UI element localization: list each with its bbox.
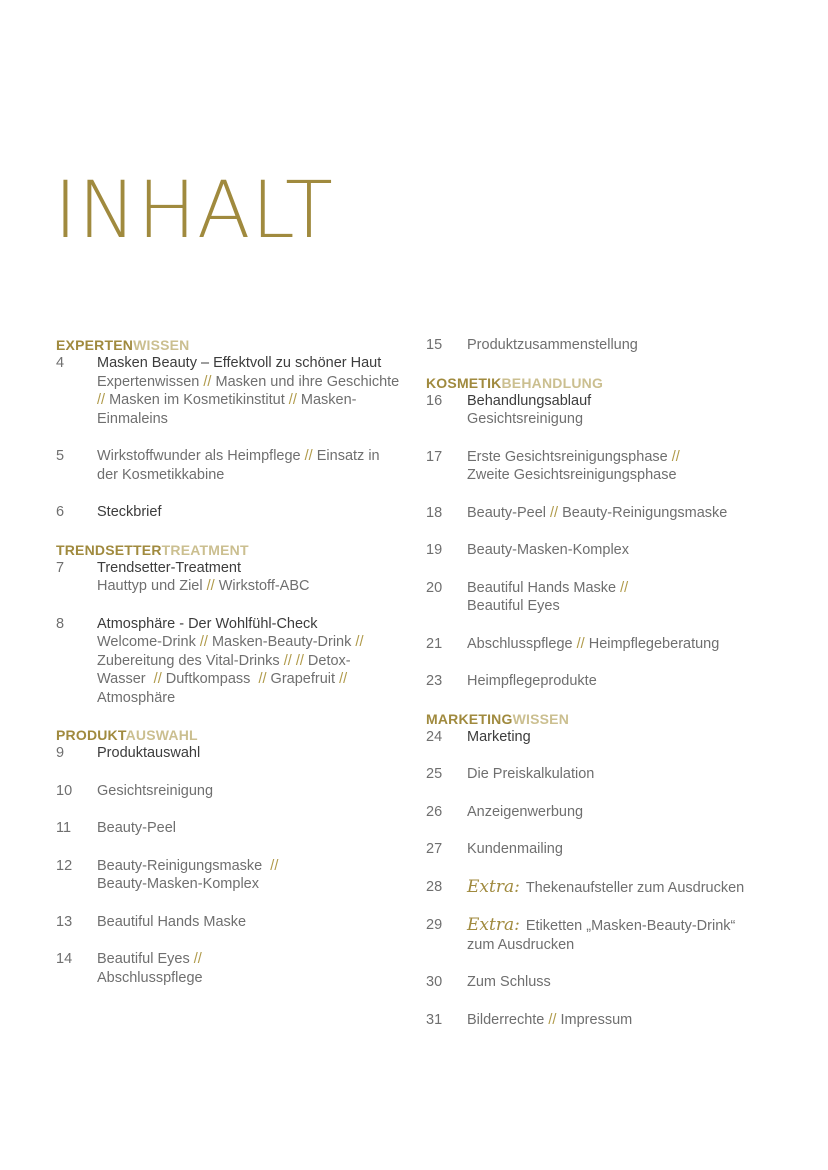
- page-number: 16: [426, 392, 443, 409]
- section-heading-expertenwissen: EXPERTENWISSEN: [56, 337, 190, 353]
- entry-title: Atmosphäre - Der Wohlfühl-Check: [97, 615, 318, 632]
- toc-entry-7[interactable]: 7 Trendsetter-Treatment Hauttyp und Ziel // Wirkstoff-ABC: [56, 559, 428, 596]
- toc-entry-28[interactable]: 28 Extra: Thekenaufsteller zum Ausdrucken: [426, 876, 745, 897]
- separator: //: [203, 373, 212, 390]
- page-number: 8: [56, 615, 65, 632]
- page-number: 31: [426, 1011, 443, 1028]
- page-number: 30: [426, 974, 443, 990]
- page-number: 27: [426, 841, 443, 857]
- entry-title: Trendsetter-Treatment: [97, 559, 241, 576]
- toc-entry-9[interactable]: [56, 744, 428, 763]
- separator: //: [288, 392, 297, 408]
- entry-title: Masken Beauty – Effektvoll zu schöner Haut: [97, 355, 382, 371]
- toc-entry-30[interactable]: 30 Zum Schluss: [426, 974, 551, 990]
- page-number: 6: [56, 504, 65, 520]
- toc-entry-11[interactable]: 11 Beauty-Peel: [56, 820, 176, 836]
- separator: //: [97, 392, 106, 408]
- page-number: 7: [56, 559, 65, 576]
- page-number: 19: [426, 542, 443, 558]
- page-number: 15: [426, 337, 443, 353]
- entry-title: Behandlungsablauf: [467, 392, 592, 409]
- section-heading-produktauswahl: PRODUKTAUSWAHL: [56, 727, 198, 743]
- toc-entry-23[interactable]: 23 Heimpflegeprodukte: [426, 673, 597, 689]
- toc-entry-24[interactable]: [426, 728, 786, 747]
- section-heading-kosmetikbehandlung: KOSMETIKBEHANDLUNG: [426, 374, 604, 391]
- page-number: 20: [426, 579, 443, 596]
- entry-title: Produktauswahl: [97, 745, 201, 761]
- separator: //: [304, 448, 313, 464]
- toc-entry-6[interactable]: [56, 503, 428, 522]
- toc-entry-16[interactable]: 16 Behandlungsablauf Gesichtsreinigung: [426, 392, 786, 429]
- toc-entry-25[interactable]: 25 Die Preiskalkulation: [426, 766, 595, 782]
- toc-entry-12[interactable]: 12 Beauty-Reinigungsmaske // Beauty-Masken-Komplex: [56, 857, 279, 892]
- toc-entry-15[interactable]: 15 Produktzusammenstellung: [426, 337, 638, 353]
- toc-entry-5[interactable]: 5 Wirkstoffwunder als Heimpflege // Einsatz in der Kosmetikkabine: [56, 448, 380, 483]
- page-number: 11: [56, 820, 72, 836]
- section-heading-trendsettertreatment: TRENDSETTERTREATMENT: [56, 541, 249, 558]
- page-number: 24: [426, 728, 443, 745]
- toc-entry-14[interactable]: 14 Beautiful Eyes // Abschlusspflege: [56, 951, 203, 986]
- page-number: 21: [426, 635, 443, 652]
- page-number: 23: [426, 673, 443, 689]
- page-number: 10: [56, 782, 73, 799]
- toc-entry-13[interactable]: 13 Beautiful Hands Maske: [56, 913, 247, 930]
- toc-entry-19[interactable]: 19 Beauty-Masken-Komplex: [426, 542, 629, 558]
- page-number: 17: [426, 448, 443, 465]
- page-number: 29: [426, 917, 443, 933]
- toc-entry-27[interactable]: 27 Kundenmailing: [426, 841, 563, 857]
- page-number: 5: [56, 448, 65, 464]
- entry-title: Steckbrief: [97, 504, 162, 520]
- page-number: 13: [56, 913, 73, 930]
- toc-entry-20[interactable]: 20 Beautiful Hands Maske // Beautiful Eyes: [426, 579, 629, 614]
- page-number: 14: [56, 951, 73, 967]
- page-number: 25: [426, 766, 443, 782]
- toc-entry-17[interactable]: 17 Erste Gesichtsreinigungsphase // Zweite Gesichtsreinigungsphase: [426, 448, 680, 483]
- page-title: INHALT: [54, 166, 334, 256]
- toc-left-column: [56, 336, 428, 987]
- page-number: 4: [56, 355, 65, 371]
- toc-entry-26[interactable]: 26 Anzeigenwerbung: [426, 803, 584, 820]
- entry-title: Marketing: [467, 728, 531, 745]
- page-number: 18: [426, 504, 443, 521]
- toc-entry-10[interactable]: 10 Gesichtsreinigung: [56, 782, 214, 799]
- toc-entry-4[interactable]: 4 Masken Beauty – Effektvoll zu schöner Haut Expertenwissen // Masken und ihre Geschichte // Masken im Kosmetikinstitut // Masken- Einmaleins: [56, 354, 428, 428]
- page-number: 26: [426, 803, 443, 820]
- toc-entry-29[interactable]: 29 Extra: Etiketten „Masken-Beauty-Drink“ zum Ausdrucken: [426, 915, 736, 953]
- extra-label: Extra:: [467, 876, 520, 897]
- toc-entry-21[interactable]: 21 Abschlusspflege // Heimpflegeberatung: [426, 635, 720, 652]
- separator: //: [206, 578, 215, 594]
- toc-entry-8[interactable]: 8 Atmosphäre - Der Wohlfühl-Check Welcome-Drink // Masken-Beauty-Drink // Zubereitung des Vital-Drinks // // Detox- Wasser // Duftkompass // Grapefruit // Atmosphäre: [56, 615, 428, 708]
- toc-right-column: [426, 336, 786, 1029]
- page-number: 12: [56, 857, 73, 874]
- toc-entry-31[interactable]: 31 Bilderrechte // Impressum: [426, 1011, 633, 1028]
- page-number: 28: [426, 878, 443, 895]
- toc-entry-18[interactable]: 18 Beauty-Peel // Beauty-Reinigungsmaske: [426, 504, 728, 521]
- extra-label: Extra:: [467, 915, 520, 935]
- section-heading-marketingwissen: MARKETINGWISSEN: [426, 710, 570, 727]
- page-number: 9: [56, 745, 65, 761]
